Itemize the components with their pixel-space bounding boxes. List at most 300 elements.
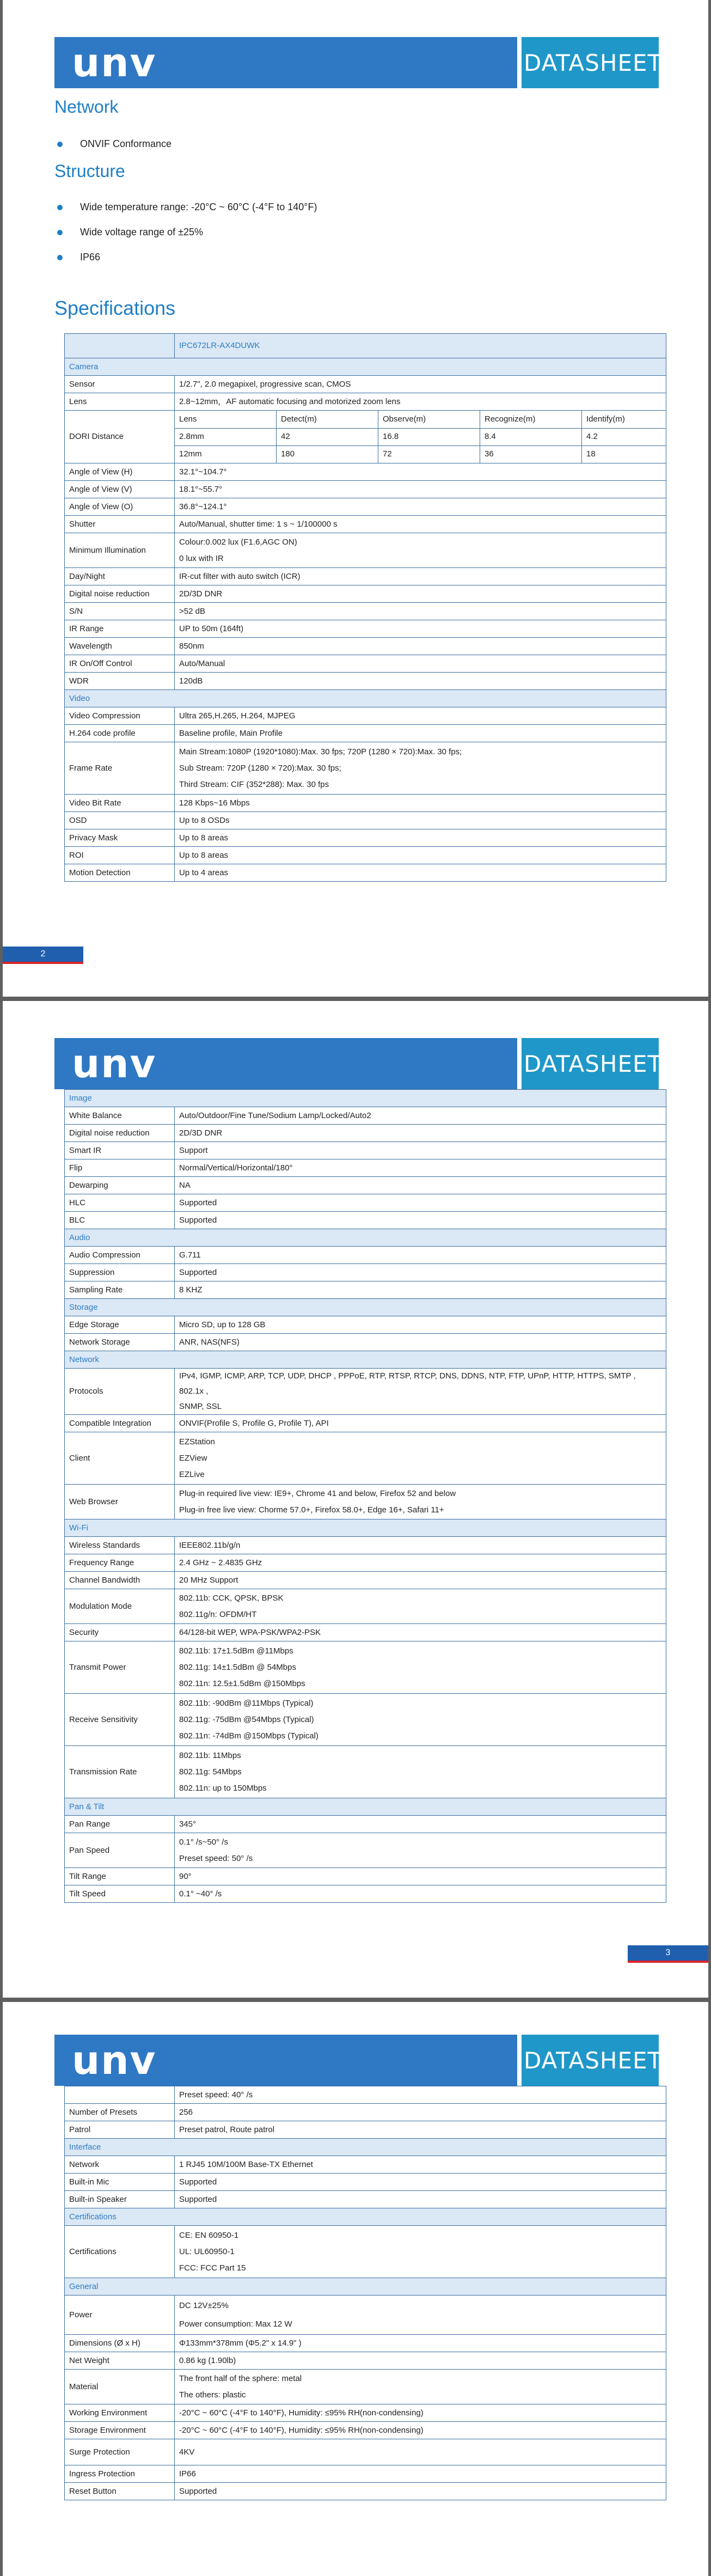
spec-row (65, 2404, 666, 2422)
section-image (65, 1090, 666, 1107)
spec-value: Support (175, 1142, 666, 1159)
spec-label: HLC (65, 1194, 175, 1212)
spec-value (175, 2370, 666, 2404)
section-label: Audio (65, 1229, 666, 1247)
spec-value: -20°C ~ 60°C (-4°F to 140°F), Humidity: ≤95% RH(non-condensing) (175, 2404, 666, 2422)
spec-value: Preset patrol, Route patrol (175, 2121, 666, 2139)
spec-line: 802.11b: 11Mbps (179, 1750, 241, 1760)
spec-label: Frequency Range (65, 1554, 175, 1572)
spec-label: Video Compression (65, 707, 175, 725)
spec-label: Built-in Speaker (65, 2191, 175, 2208)
spec-value: Preset speed: 40° /s (175, 2086, 666, 2104)
spec-row (65, 393, 666, 411)
spec-line: DC 12V±25% (179, 2300, 229, 2310)
spec-label: Angle of View (O) (65, 498, 175, 516)
spec-value: Up to 8 OSDs (175, 812, 666, 829)
page-number: 3 (628, 1945, 708, 1961)
spec-row (65, 2439, 666, 2465)
spec-row (65, 1885, 666, 1903)
spec-row (65, 2296, 666, 2335)
section-general (65, 2278, 666, 2296)
spec-value: IR-cut filter with auto switch (ICR) (175, 568, 666, 585)
spec-row (65, 655, 666, 673)
spec-label: Audio Compression (65, 1247, 175, 1264)
spec-label: ROI (65, 847, 175, 864)
spec-row (65, 1212, 666, 1229)
spec-row (65, 1107, 666, 1125)
spec-value: 2.8~12mm，AF automatic focusing and motorized zoom lens (175, 393, 666, 411)
spec-value: Ultra 265,H.265, H.264, MJPEG (175, 707, 666, 725)
spec-label: Client (65, 1432, 175, 1485)
spec-label: Day/Night (65, 568, 175, 585)
spec-label: Built-in Mic (65, 2174, 175, 2191)
banner-divider (517, 2035, 522, 2086)
spec-value: Supported (175, 2191, 666, 2208)
spec-line: 0.1° /s~50° /s (179, 1837, 228, 1847)
section-label: Video (65, 690, 666, 707)
spec-value: Supported (175, 1264, 666, 1281)
spec-row (65, 2156, 666, 2174)
unv-logo: unv (72, 40, 157, 86)
spec-row (65, 1415, 666, 1432)
dori-head: Lens (175, 411, 277, 428)
section-pan-tilt (65, 1798, 666, 1816)
spec-label: Shutter (65, 516, 175, 533)
spec-line: 802.11n: 12.5±1.5dBm @150Mbps (179, 1678, 305, 1688)
spec-value: 36.8°~124.1° (175, 498, 666, 516)
spec-row (65, 1554, 666, 1572)
spec-label: Digital noise reduction (65, 1125, 175, 1142)
spec-row (65, 1624, 666, 1641)
dori-cell: 72 (378, 445, 480, 463)
page-2 (3, 0, 708, 997)
spec-line: Main Stream:1080P (1920*1080):Max. 30 fps; 720P (1280 × 720):Max. 30 fps; (179, 747, 462, 756)
spec-value (175, 1746, 666, 1798)
spec-line: 802.11b: -90dBm @11Mbps (Typical) (179, 1698, 314, 1708)
spec-line: Third Stream: CIF (352*288): Max. 30 fps (179, 779, 329, 789)
spec-value: Baseline profile, Main Profile (175, 725, 666, 742)
page-number-underline (628, 1961, 708, 1963)
spec-label: IR Range (65, 620, 175, 638)
spec-line: SNMP, SSL (179, 1402, 222, 1411)
spec-label: Security (65, 1624, 175, 1641)
spec-value: 4KV (175, 2439, 666, 2465)
spec-row (65, 2422, 666, 2439)
spec-line: IPv4, IGMP, ICMP, ARP, TCP, UDP, DHCP , PPPoE, RTP, RTSP, RTCP, DNS, DDNS, NTP, FTP, UPnP, HTTP, HTTPS, SMTP , 802.1x , (179, 1371, 636, 1396)
spec-value: 32.1°~104.7° (175, 463, 666, 481)
spec-label: Angle of View (V) (65, 481, 175, 498)
spec-row (65, 2483, 666, 2500)
spec-line: Plug-in free live view: Chorme 57.0+, Firefox 58.0+, Edge 16+, Safari 11+ (179, 1505, 444, 1515)
datasheet-banner (517, 2035, 663, 2086)
dori-cell: 12mm (175, 445, 277, 463)
bullet-text: Wide temperature range: -20°C ~ 60°C (-4°F to 140°F) (80, 202, 317, 212)
spec-row (65, 533, 666, 568)
section-camera (65, 358, 666, 376)
section-label: Storage (65, 1299, 666, 1316)
spec-line: EZLive (179, 1469, 205, 1479)
spec-line: 802.11n: -74dBm @150Mbps (Typical) (179, 1731, 318, 1741)
spec-line: The front half of the sphere: metal (179, 2373, 302, 2383)
specifications-heading: Specifications (54, 297, 176, 319)
spec-value: IEEE802.11b/g/n (175, 1537, 666, 1554)
dori-row (175, 428, 666, 445)
page-header (54, 2035, 663, 2086)
datasheet-banner (517, 37, 663, 88)
spec-row (65, 2121, 666, 2139)
spec-value: 18.1°~55.7° (175, 481, 666, 498)
spec-row (65, 1194, 666, 1212)
spec-label: Privacy Mask (65, 829, 175, 847)
spec-value: 2.4 GHz ~ 2.4835 GHz (175, 1554, 666, 1572)
spec-row (65, 481, 666, 498)
datasheet-label: DATASHEET (524, 2047, 663, 2074)
bullet-icon (57, 255, 63, 260)
spec-label: Flip (65, 1159, 175, 1177)
bullet-text: Wide voltage range of ±25% (80, 227, 204, 237)
spec-label: Tilt Range (65, 1868, 175, 1885)
spec-label: Power (65, 2296, 175, 2335)
spec-value: Up to 8 areas (175, 847, 666, 864)
spec-value: 1 RJ45 10M/100M Base-TX Ethernet (175, 2156, 666, 2174)
dori-head: Observe(m) (378, 411, 480, 428)
spec-row (65, 1868, 666, 1885)
spec-label: Angle of View (H) (65, 463, 175, 481)
section-video (65, 690, 666, 707)
structure-bullet-1 (57, 202, 317, 213)
spec-row (65, 742, 666, 795)
spec-label: Transmission Rate (65, 1746, 175, 1798)
spec-label: Smart IR (65, 1142, 175, 1159)
unv-logo: unv (72, 1041, 157, 1086)
spec-line: Sub Stream: 720P (1280 × 720):Max. 30 fps; (179, 763, 341, 773)
spec-row (65, 2086, 666, 2104)
spec-row (65, 1694, 666, 1746)
spec-value: 1/2.7", 2.0 megapixel, progressive scan, CMOS (175, 376, 666, 393)
spec-label: Dewarping (65, 1177, 175, 1194)
spec-row (65, 1572, 666, 1589)
spec-value (175, 1589, 666, 1624)
dori-cell: 4.2 (582, 428, 666, 445)
spec-label: Lens (65, 393, 175, 411)
dori-row (175, 445, 666, 463)
dori-cell (175, 411, 666, 463)
spec-label: Wavelength (65, 638, 175, 655)
section-network (65, 1351, 666, 1369)
dori-cell: 8.4 (480, 428, 582, 445)
spec-value: Normal/Vertical/Horizontal/180° (175, 1159, 666, 1177)
spec-line: EZStation (179, 1437, 215, 1446)
spec-value: Up to 8 areas (175, 829, 666, 847)
spec-label: Ingress Protection (65, 2465, 175, 2483)
spec-row (65, 1746, 666, 1798)
dori-cell: 42 (277, 428, 378, 445)
spec-value: 90° (175, 1868, 666, 1885)
banner-divider (517, 1038, 522, 1089)
spec-value: 128 Kbps~16 Mbps (175, 795, 666, 812)
spec-row (65, 1641, 666, 1694)
section-certifications (65, 2208, 666, 2226)
spec-row (65, 620, 666, 638)
section-label: Wi-Fi (65, 1519, 666, 1537)
section-label: Network (65, 1351, 666, 1369)
spec-label: Minimum Illumination (65, 533, 175, 568)
spec-value: Up to 4 areas (175, 864, 666, 882)
spec-row (65, 376, 666, 393)
spec-value: 64/128-bit WEP, WPA-PSK/WPA2-PSK (175, 1624, 666, 1641)
spec-label: Edge Storage (65, 1316, 175, 1334)
spec-label: Video Bit Rate (65, 795, 175, 812)
spec-row (65, 2370, 666, 2404)
dori-cell: 180 (277, 445, 378, 463)
spec-row (65, 707, 666, 725)
section-interface (65, 2139, 666, 2156)
spec-line: 802.11g: -75dBm @54Mbps (Typical) (179, 1714, 314, 1724)
spec-row (65, 2174, 666, 2191)
spec-line: 802.11g/n: OFDM/HT (179, 1609, 257, 1619)
spec-line: The others: plastic (179, 2390, 246, 2400)
spec-label: Patrol (65, 2121, 175, 2139)
spec-label: Sampling Rate (65, 1281, 175, 1299)
datasheet-label: DATASHEET (524, 1050, 663, 1077)
spec-value (175, 1833, 666, 1868)
spec-value (175, 533, 666, 568)
spec-row (65, 463, 666, 481)
spec-row-dori (65, 411, 666, 463)
spec-row (65, 1177, 666, 1194)
spec-line: Plug-in required live view: IE9+, Chrome 41 and below, Firefox 52 and below (179, 1488, 456, 1498)
spec-label: DORI Distance (65, 411, 175, 463)
spec-label: WDR (65, 673, 175, 690)
spec-value: NA (175, 1177, 666, 1194)
page-number-underline (3, 962, 83, 964)
spec-label: Pan Range (65, 1816, 175, 1833)
spec-label: Tilt Speed (65, 1885, 175, 1903)
spec-value: 20 MHz Support (175, 1572, 666, 1589)
spec-row (65, 1281, 666, 1299)
spec-label: Motion Detection (65, 864, 175, 882)
spec-label: Digital noise reduction (65, 585, 175, 603)
dori-cell: 16.8 (378, 428, 480, 445)
spec-value: 2D/3D DNR (175, 585, 666, 603)
spec-label: Storage Environment (65, 2422, 175, 2439)
spec-line: 0 lux with IR (179, 553, 224, 563)
bullet-text: ONVIF Conformance (80, 138, 172, 149)
spec-value: 0.86 kg (1.90lb) (175, 2352, 666, 2370)
spec-value (175, 742, 666, 795)
section-label: Pan & Tilt (65, 1798, 666, 1816)
spec-line: 802.11g: 14±1.5dBm @ 54Mbps (179, 1662, 296, 1672)
datasheet-banner (517, 1038, 663, 1089)
spec-row (65, 1537, 666, 1554)
spec-label: Suppression (65, 1264, 175, 1281)
spec-row (65, 2335, 666, 2352)
spec-table-page2 (64, 333, 666, 882)
spec-row (65, 829, 666, 847)
spec-label: Wireless Standards (65, 1537, 175, 1554)
spec-value: Supported (175, 1212, 666, 1229)
spec-value (175, 1485, 666, 1519)
model-row (65, 334, 666, 358)
spec-label: Surge Protection (65, 2439, 175, 2465)
spec-value (175, 1641, 666, 1694)
spec-label: Working Environment (65, 2404, 175, 2422)
spec-label: Network (65, 2156, 175, 2174)
spec-label: OSD (65, 812, 175, 829)
section-audio (65, 1229, 666, 1247)
spec-label: S/N (65, 603, 175, 620)
spec-label-empty (65, 2086, 175, 2104)
spec-label: Reset Button (65, 2483, 175, 2500)
structure-heading: Structure (54, 161, 125, 181)
spec-line: UL: UL60950-1 (179, 2247, 235, 2256)
section-wifi (65, 1519, 666, 1537)
spec-row (65, 1125, 666, 1142)
spec-row (65, 1159, 666, 1177)
spec-line: CE: EN 60950-1 (179, 2230, 239, 2240)
spec-value: ANR, NAS(NFS) (175, 1334, 666, 1351)
page-3 (3, 1001, 708, 1998)
spec-label: White Balance (65, 1107, 175, 1125)
spec-row (65, 603, 666, 620)
spec-value: Supported (175, 1194, 666, 1212)
spec-label: Network Storage (65, 1334, 175, 1351)
dori-head: Identify(m) (586, 414, 625, 424)
spec-value: 850nm (175, 638, 666, 655)
spec-label: Modulation Mode (65, 1589, 175, 1624)
spec-table-page3 (64, 1089, 666, 1903)
spec-row (65, 2104, 666, 2121)
spec-label: H.264 code profile (65, 725, 175, 742)
network-bullet-1 (57, 138, 171, 150)
section-label: Image (65, 1090, 666, 1107)
spec-value: Auto/Manual (175, 655, 666, 673)
spec-row (65, 2191, 666, 2208)
spec-row (65, 2352, 666, 2370)
spec-line: 802.11n: up to 150Mbps (179, 1783, 267, 1793)
spec-value: Micro SD, up to 128 GB (175, 1316, 666, 1334)
spec-value: Supported (175, 2483, 666, 2500)
dori-head: Recognize(m) (480, 411, 582, 428)
spec-row (65, 1833, 666, 1868)
spec-row (65, 1369, 666, 1415)
spec-value: 0.1° ~40° /s (175, 1885, 666, 1903)
structure-bullet-2 (57, 227, 203, 238)
model-cell-empty (65, 334, 175, 358)
spec-row (65, 498, 666, 516)
spec-value: 8 KHZ (175, 1281, 666, 1299)
spec-line: FCC: FCC Part 15 (179, 2263, 246, 2273)
spec-row (65, 795, 666, 812)
spec-line: 802.11b: 17±1.5dBm @11Mbps (179, 1646, 293, 1656)
spec-label: IR On/Off Control (65, 655, 175, 673)
spec-value: -20°C ~ 60°C (-4°F to 140°F), Humidity: ≤95% RH(non-condensing) (175, 2422, 666, 2439)
dori-cell: 36 (480, 445, 582, 463)
spec-row (65, 847, 666, 864)
bullet-icon (57, 230, 63, 235)
spec-label: Certifications (65, 2226, 175, 2278)
spec-row (65, 1485, 666, 1519)
spec-row (65, 1589, 666, 1624)
spec-line: EZView (179, 1453, 207, 1463)
spec-value (175, 2226, 666, 2278)
page-4 (3, 2002, 708, 2576)
page-header (54, 37, 663, 88)
dori-header (175, 411, 666, 428)
spec-label: Frame Rate (65, 742, 175, 795)
page-header (54, 1038, 663, 1089)
spec-row (65, 638, 666, 655)
spec-value (175, 1369, 666, 1415)
spec-label: Transmit Power (65, 1641, 175, 1694)
spec-row (65, 1142, 666, 1159)
spec-row (65, 568, 666, 585)
spec-label: Compatible Integration (65, 1415, 175, 1432)
spec-label: Material (65, 2370, 175, 2404)
spec-value: 120dB (175, 673, 666, 690)
spec-value: 256 (175, 2104, 666, 2121)
datasheet-label: DATASHEET (524, 49, 663, 76)
spec-row (65, 1816, 666, 1833)
section-label: Interface (65, 2139, 666, 2156)
dori-cell: 2.8mm (175, 428, 277, 445)
spec-value (175, 1694, 666, 1746)
spec-label: Number of Presets (65, 2104, 175, 2121)
spec-row (65, 1334, 666, 1351)
spec-line: Power consumption: Max 12 W (179, 2319, 292, 2329)
spec-value: 345° (175, 1816, 666, 1833)
spec-line: Colour:0.002 lux (F1.6,AGC ON) (179, 537, 297, 547)
page-number: 2 (3, 947, 83, 962)
spec-row (65, 1264, 666, 1281)
dori-cell: 18 (582, 445, 666, 463)
spec-label: Web Browser (65, 1485, 175, 1519)
spec-value: Supported (175, 2174, 666, 2191)
spec-value: Auto/Outdoor/Fine Tune/Sodium Lamp/Locked/Auto2 (175, 1107, 666, 1125)
bullet-text: IP66 (80, 252, 101, 263)
spec-row (65, 725, 666, 742)
spec-label: Sensor (65, 376, 175, 393)
spec-value: Auto/Manual, shutter time: 1 s ~ 1/100000 s (175, 516, 666, 533)
section-label: Camera (65, 358, 666, 376)
spec-value: 2D/3D DNR (175, 1125, 666, 1142)
spec-value: UP to 50m (164ft) (175, 620, 666, 638)
spec-value: G.711 (175, 1247, 666, 1264)
section-storage (65, 1299, 666, 1316)
spec-row (65, 1432, 666, 1485)
spec-value: ONVIF(Profile S, Profile G, Profile T), API (175, 1415, 666, 1432)
spec-value: Φ133mm*378mm (Φ5.2" x 14.9" ) (175, 2335, 666, 2352)
spec-row (65, 673, 666, 690)
spec-row (65, 2465, 666, 2483)
spec-label: Receive Sensitivity (65, 1694, 175, 1746)
banner-divider (517, 37, 522, 88)
unv-logo: unv (72, 2037, 157, 2083)
spec-row (65, 585, 666, 603)
spec-value (175, 1432, 666, 1485)
section-label: General (65, 2278, 666, 2296)
spec-label: Protocols (65, 1369, 175, 1415)
network-heading: Network (54, 97, 119, 117)
spec-value (175, 2296, 666, 2335)
spec-label: Channel Bandwidth (65, 1572, 175, 1589)
section-label: Certifications (65, 2208, 666, 2226)
spec-label: Net Weight (65, 2352, 175, 2370)
structure-bullet-3 (57, 252, 100, 263)
dori-table (175, 411, 666, 463)
bullet-icon (57, 142, 63, 147)
spec-row (65, 1247, 666, 1264)
